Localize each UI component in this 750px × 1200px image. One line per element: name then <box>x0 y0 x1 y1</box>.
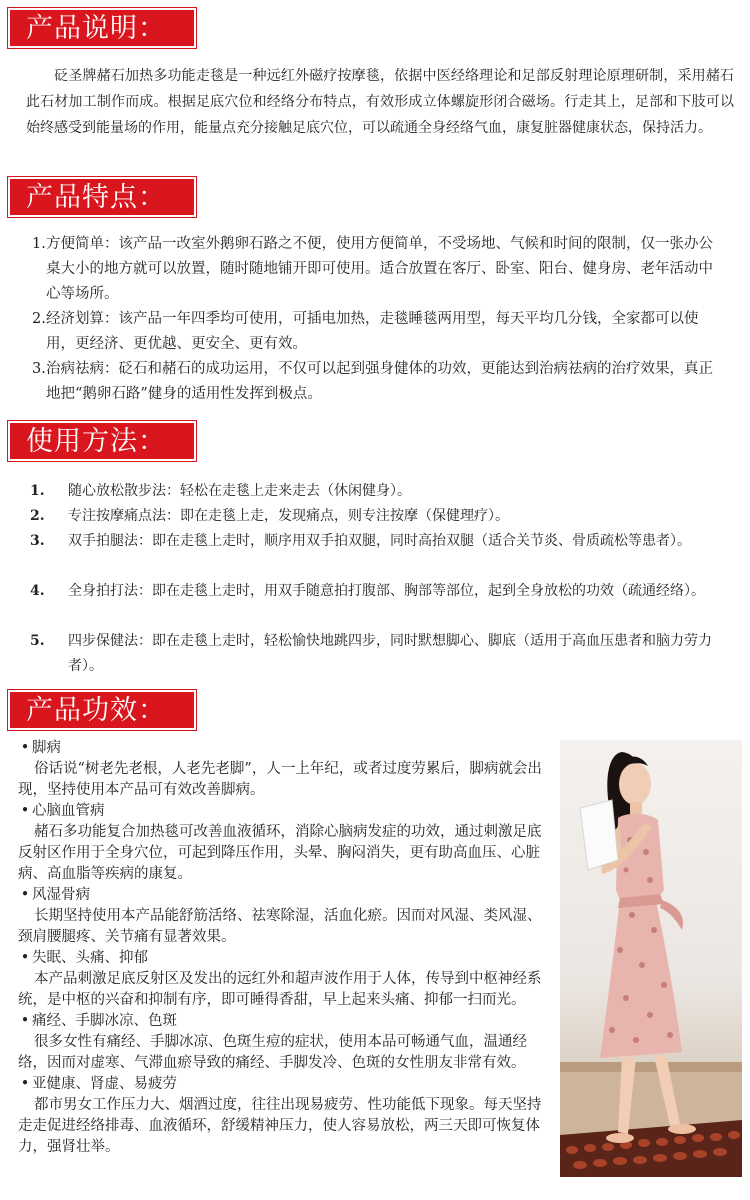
bullet-dot: • <box>20 1076 30 1092</box>
feature-text: 方便简单：该产品一改室外鹅卵石路之不便，使用方便简单，不受场地、气候和时间的限制，仅一张办公桌大小的地方就可以放置，随时随地铺开即可使用。适合放置在客厅、卧室、阳台、健身房、老年活动中心等场所。 <box>46 236 713 302</box>
effect-item <box>18 801 548 885</box>
foot-left <box>606 1133 634 1143</box>
usage-item <box>30 579 720 604</box>
effect-heading <box>18 801 548 822</box>
section-header-usage <box>8 421 196 461</box>
effect-item <box>18 948 548 1011</box>
effect-heading-text: 脚病 <box>32 740 61 756</box>
effect-body: 都市男女工作压力大、烟酒过度，往往出现易疲劳、性功能低下现象。每天坚持走走促进经络排毒、血液循环，舒缓精神压力，使人容易放松，两三天即可恢复体力，强肾壮举。 <box>18 1097 542 1155</box>
effect-heading-text: 风湿骨病 <box>32 887 90 903</box>
effect-item <box>18 1011 548 1074</box>
usage-item <box>30 479 720 504</box>
feature-number: 2. <box>32 311 46 327</box>
section-title-features: 产品特点： <box>26 182 166 213</box>
effect-heading <box>18 1011 548 1032</box>
feature-number: 3. <box>32 361 46 377</box>
effect-body: 赭石多功能复合加热毯可改善血液循环，消除心脑病发症的功效，通过刺激足底反射区作用于全身穴位，可起到降压作用，头晕、胸闷消失，更有助高血压、心脏病、高血脂等疾病的康复。 <box>18 824 542 882</box>
paper <box>580 800 618 870</box>
usage-text: 全身拍打法：即在走毯上走时，用双手随意拍打腹部、胸部等部位，起到全身放松的功效（疏通经络）。 <box>68 583 705 599</box>
face <box>619 763 651 805</box>
description-text: 砭圣牌赭石加热多功能走毯是一种远红外磁疗按摩毯，依据中医经络理论和足部反射理论原理研制，采用赭石此石材加工制作而成。根据足底穴位和经络分布特点，有效形成立体螺旋形闭合磁场。行走其上，足部和下肢可以始终感受到能量场的作用，能量点充分接触足底穴位，可以疏通全身经络气血，康复脏器健康状态，保持活力。 <box>26 68 734 136</box>
section-header-features <box>8 177 196 217</box>
usage-text: 四步保健法：即在走毯上走时，轻松愉快地跳四步，同时默想脚心、脚底（适用于高血压患者和脑力劳力者）。 <box>68 633 712 674</box>
bullet-dot: • <box>20 950 30 966</box>
effect-body: 长期坚持使用本产品能舒筋活络、祛寒除湿，活血化瘀。因而对风湿、类风湿、颈肩腰腿疼、关节痛有显著效果。 <box>18 908 542 945</box>
effect-item <box>18 738 548 801</box>
effect-item <box>18 1074 548 1158</box>
usage-number: 1. <box>30 483 45 499</box>
usage-text: 专注按摩痛点法：即在走毯上走，发现痛点，则专注按摩（保健理疗）。 <box>68 508 509 524</box>
section-title-usage: 使用方法： <box>26 426 166 457</box>
effect-body: 本产品刺激足底反射区及发出的远红外和超声波作用于人体，传导到中枢神经系统，是中枢的兴奋和抑制有序，即可睡得香甜，早上起来头痛、抑郁一扫而光。 <box>18 971 542 1008</box>
usage-number: 3. <box>30 533 45 549</box>
section-header-effects <box>8 690 196 730</box>
usage-text: 双手拍腿法：即在走毯上走时，顺序用双手拍双腿，同时高抬双腿（适合关节炎、骨质疏松等患者）。 <box>68 533 691 549</box>
bullet-dot: • <box>20 740 30 756</box>
effect-heading <box>18 885 548 906</box>
effect-body: 俗话说“树老先老根，人老先老脚”，人一上年纪，或者过度劳累后，脚病就会出现，坚持使用本产品可有效改善脚病。 <box>18 761 542 798</box>
section-title-description: 产品说明： <box>26 13 166 44</box>
feature-number: 1. <box>32 236 46 252</box>
effect-body: 很多女性有痛经、手脚冰凉、色斑生痘的症状，使用本品可畅通气血，温通经络，因而对虚寒、气滞血瘀导致的痛经、手脚发冷、色斑的女性朋友非常有效。 <box>18 1034 527 1071</box>
usage-item <box>30 504 720 529</box>
feature-text: 治病祛病：砭石和赭石的成功运用，不仅可以起到强身健体的功效，更能达到治病祛病的治疗效果，真正地把“鹅卵石路”健身的适用性发挥到极点。 <box>46 361 713 402</box>
usage-text: 随心放松散步法：轻松在走毯上走来走去（休闲健身）。 <box>68 483 411 499</box>
usage-item <box>30 629 720 679</box>
effect-heading-text: 失眠、头痛、抑郁 <box>32 950 148 966</box>
bullet-dot: • <box>20 887 30 903</box>
foot-right <box>668 1124 696 1134</box>
bullet-dot: • <box>20 1013 30 1029</box>
effect-heading <box>18 1074 548 1095</box>
effect-heading-text: 心脑血管病 <box>32 803 105 819</box>
effect-item <box>18 885 548 948</box>
effects-list <box>18 738 548 1158</box>
effect-heading <box>18 738 548 759</box>
bullet-dot: • <box>20 803 30 819</box>
usage-item <box>30 529 720 554</box>
floor-skirting <box>560 1062 742 1072</box>
usage-number: 4. <box>30 583 45 599</box>
feature-item <box>32 232 722 307</box>
description-paragraph <box>26 63 734 141</box>
woman-walking-on-mat-photo <box>560 740 742 1177</box>
usage-number: 2. <box>30 508 45 524</box>
section-title-effects: 产品功效： <box>26 695 166 726</box>
effect-heading <box>18 948 548 969</box>
feature-item <box>32 307 722 357</box>
effect-heading-text: 痛经、手脚冰凉、色斑 <box>32 1013 177 1029</box>
feature-item <box>32 357 722 407</box>
effect-heading-text: 亚健康、肾虚、易疲劳 <box>32 1076 177 1092</box>
feature-text: 经济划算：该产品一年四季均可使用，可插电加热，走毯睡毯两用型，每天平均几分钱，全家都可以使用，更经济、更优越、更安全、更有效。 <box>46 311 699 352</box>
photo-illustration <box>560 740 742 1177</box>
section-header-description <box>8 8 196 48</box>
usage-number: 5. <box>30 633 45 649</box>
